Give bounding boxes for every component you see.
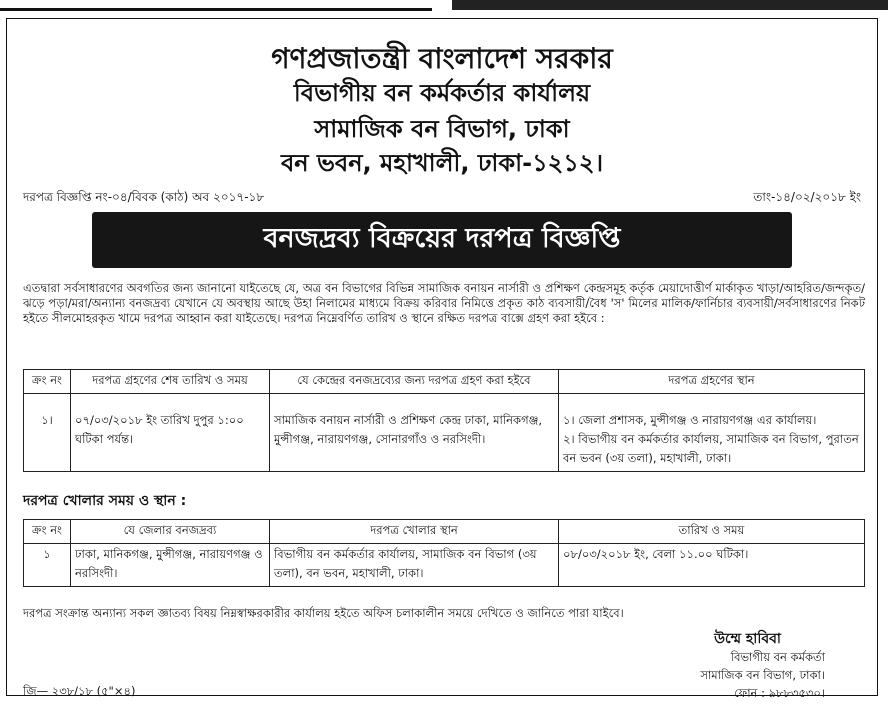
- col-deadline: দরপত্র গ্রহণের শেষ তারিখ ও সময়: [71, 370, 270, 394]
- cell-serial: ১।: [24, 394, 71, 472]
- col-serial: ক্রং নং: [24, 520, 71, 544]
- reference-code: জি— ২৩৮/১৮ (৫"×৪): [23, 684, 136, 698]
- notice-banner: [92, 212, 792, 268]
- col-district: যে জেলার বনজদ্রব্য: [71, 520, 270, 544]
- signatory-name: উম্মে হাবিবা: [714, 631, 781, 647]
- table-row: [24, 544, 865, 587]
- address-line: বন ভবন, মহাখালী, ঢাকা-১২১২।: [280, 149, 604, 177]
- cell-deadline: ০৭/০৩/২০১৮ ইং তারিখ দুপুর ১:০০ ঘটিকা পর্যন্ত।: [71, 394, 270, 472]
- cell-district: ঢাকা, মানিকগঞ্জ, মুন্সীগঞ্জ, নারায়ণগঞ্জ ও নরসিংদী।: [71, 544, 270, 587]
- col-place: দরপত্র গ্রহণের স্থান: [559, 370, 865, 394]
- banner-title: বনজদ্রব্য বিক্রয়ের দরপত্র বিজ্ঞপ্তি: [263, 222, 621, 254]
- cell-opening-place: বিভাগীয় বন কর্মকর্তার কার্যালয়, সামাজিক বন বিভাগ (৩য় তলা), বন ভবন, মহাখালী, ঢাকা।: [270, 544, 559, 587]
- table-row: [24, 394, 865, 472]
- memo-number: দরপত্র বিজ্ঞপ্তি নং-০৪/বিবক (কাঠ) অব ২০১৭-১৮: [23, 190, 265, 204]
- top-border-left: [0, 0, 432, 11]
- cell-datetime: ০৮/০৩/২০১৮ ইং, বেলা ১১.০০ ঘটিকা।: [559, 544, 865, 587]
- tender-opening-table: [23, 519, 865, 587]
- tender-receipt-table: [23, 369, 865, 472]
- intro-paragraph: এতদ্বারা সর্বসাধারণের অবগতির জন্য জানানো যাইতেছে যে, অত্র বন বিভাগের বিভিন্ন সামাজিক বনায়ন নার্সারী ও প্রশিক্ষণ কেন্দ্রসমূহ কর্তৃক মেয়াদোত্তীর্ণ মার্কাকৃত খাড়া/আহরিত/জন্দকৃত/ঝড়ে পড়া/মরা/অন্যান্য বনজদ্রব্য যেখানে যে অবস্থায় আছে উহা নিলামের মাধ্যমে বিক্রয় করিবার নিমিত্তে প্রকৃত কাঠ ব্যবসায়ী/বৈধ 'স' মিলের মালিক/ফার্নিচার ব্যবসায়ী/সর্বসাধারণের নিকট হইতে সীলমোহরকৃত খামে দরপত্র আহ্বান করা যাইতেছে। দরপত্র নিম্নেবর্ণিত তারিখ ও স্থানে রক্ষিত দরপত্র বাক্সে গ্রহণ করা হইবে :: [23, 281, 865, 325]
- division-title: সামাজিক বন বিভাগ, ঢাকা: [314, 115, 570, 143]
- cell-place: [559, 394, 865, 472]
- cell-serial: ১: [24, 544, 71, 587]
- notice-frame: [6, 18, 878, 700]
- gov-title: গণপ্রজাতন্ত্রী বাংলাদেশ সরকার: [271, 42, 613, 75]
- col-centre: যে কেন্দ্রের বনজদ্রব্যের জন্য দরপত্র গ্রহণ করা হইবে: [270, 370, 559, 394]
- place-item-1: ১। জেলা প্রশাসক, মুন্সীগঞ্জ ও নারায়ণগঞ্জ এর কার্যালয়।: [563, 413, 817, 427]
- opening-section-title: দরপত্র খোলার সময় ও স্থান :: [23, 493, 187, 509]
- col-opening-place: দরপত্র খোলার স্থান: [270, 520, 559, 544]
- table-header-row: [24, 520, 865, 544]
- top-border-right: [452, 0, 888, 10]
- cell-centre: সামাজিক বনায়ন নার্সারী ও প্রশিক্ষণ কেন্দ্র ঢাকা, মানিকগঞ্জ, মুন্সীগঞ্জ, নারায়ণগঞ্জ, সোনারগাঁও ও নরসিংদী।: [270, 394, 559, 472]
- signatory-designation: বিভাগীয় বন কর্মকর্তা: [730, 650, 825, 664]
- notice-date: তাং-১৪/০২/২০১৮ ইং: [753, 190, 861, 204]
- col-datetime: তারিখ ও সময়: [559, 520, 865, 544]
- place-item-2: ২। বিভাগীয় বন কর্মকর্তার কার্যালয়, সামাজিক বন বিভাগ, পুরাতন বন ভবন (৩য় তলা), মহাখালী, ঢাকা।: [563, 432, 859, 465]
- table-header-row: [24, 370, 865, 394]
- col-serial: ক্রং নং: [24, 370, 71, 394]
- office-title: বিভাগীয় বন কর্মকর্তার কার্যালয়: [293, 79, 591, 107]
- closing-note: দরপত্র সংক্রান্ত অন্যান্য সকল জ্ঞাতব্য বিষয় নিম্নস্বাক্ষরকারীর কার্যালয় হইতে অফিস চলাকালীন সময়ে দেখিতে ও জানিতে পারা যাইবে।: [23, 606, 624, 620]
- signatory-office: সামাজিক বন বিভাগ, ঢাকা।: [700, 668, 825, 682]
- signatory-phone: ফোন : ৯৮৮৩৫৩০।: [734, 686, 825, 700]
